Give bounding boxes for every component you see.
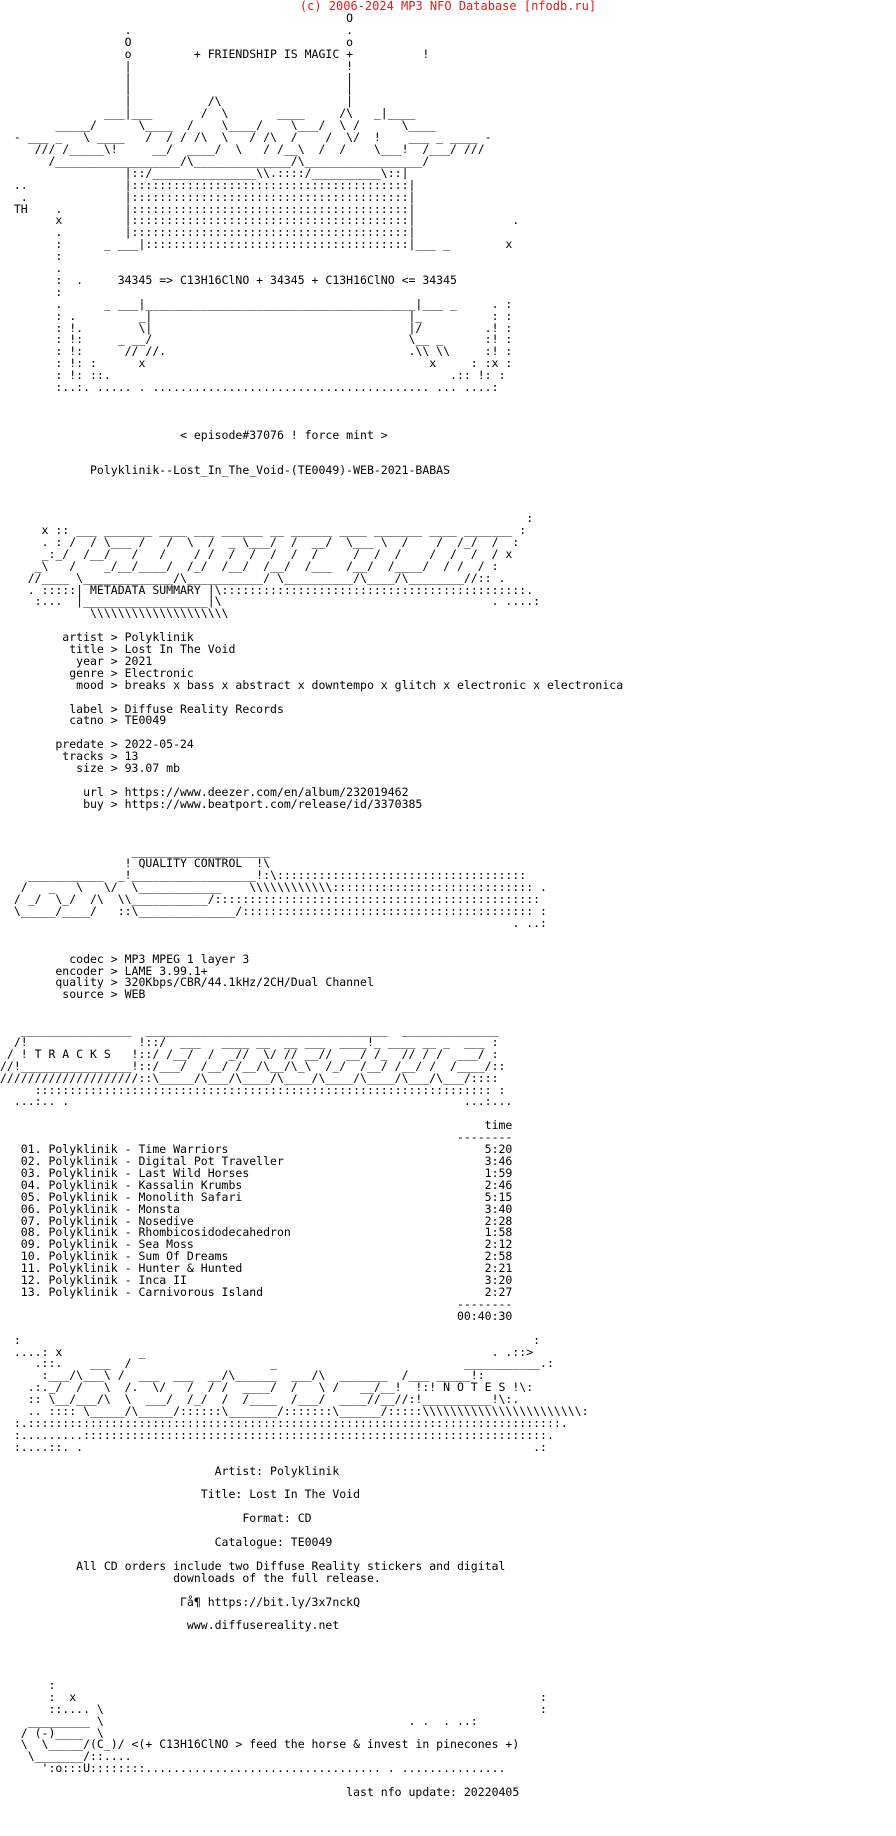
nfo-line: 01. Polyklinik - Time Warriors 5:20 (0, 1142, 513, 1157)
nfo-line: . : / / \___ / / \ / _ \___/ / __/ \___ \ / / /_/ / : (0, 534, 520, 549)
nfo-line: /! !::/ ___ ____ __ __ ___ ____!_ ____ __ _ ___ : (0, 1034, 499, 1049)
nfo-line: 00:40:30 (0, 1308, 513, 1323)
nfo-line: x :: ___ _______ ____ ___ ______ __ ______ ____ _______ ____ _______ : (0, 522, 527, 537)
nfo-line: \_______/::.... (0, 1749, 132, 1764)
nfo-line: ____________________ (0, 844, 271, 859)
nfo-line: : !: ::. .:: !: : (0, 368, 506, 383)
nfo-line: ___________ _!__________________!:\:::::::::::::::::::::::::::::::::::: (0, 868, 527, 883)
nfo-line: tracks > 13 (0, 749, 139, 764)
nfo-line: : !. \| |/ .! : (0, 320, 513, 335)
nfo-line: . _ ___|_______________________________________|___ _ . : (0, 296, 513, 311)
nfo-line: /__________________/\______________/\_________________/ (0, 153, 430, 168)
nfo-line: title > Lost In The Void (0, 642, 236, 657)
nfo-line: 08. Polyklinik - Rhombicosidodecahedron 1:58 (0, 1225, 513, 1240)
nfo-line: buy > https://www.beatport.com/release/id/3370385 (0, 796, 423, 811)
nfo-line: Artist: Polyklinik (0, 1463, 340, 1478)
nfo-line: ':o:::U::::::::.................................. . ............... (0, 1761, 506, 1776)
nfo-line: Catalogue: TE0049 (0, 1535, 333, 1549)
nfo-line: . . (0, 22, 354, 37)
nfo-line: www.diffusereality.net (0, 1618, 340, 1633)
nfo-line: _\ / _/__/____/ /_/ /__/ /__/ /___ /__/ /____/ / / / : (0, 558, 499, 573)
nfo-line: | ! (0, 58, 354, 73)
nfo-line: artist > Polyklinik (0, 630, 194, 645)
nfo-line: O o (0, 34, 354, 49)
nfo-line: 05. Polyklinik - Monolith Safari 5:15 (0, 1189, 513, 1204)
nfo-line: time (0, 1118, 513, 1133)
nfo-line: url > https://www.deezer.com/en/album/232019462 (0, 784, 409, 799)
nfo-line: source > WEB (0, 987, 146, 1002)
nfo-line: 07. Polyklinik - Nosedive 2:28 (0, 1213, 513, 1228)
nfo-line: label > Diffuse Reality Records (0, 701, 284, 716)
nfo-line: :: \__/___/\ \ ___/ /_/ / /____ /___/ ____//__//:!__________!\:. (0, 1392, 520, 1407)
nfo-line: size > 93.07 mb (0, 761, 181, 776)
nfo-line: ! QUALITY CONTROL !\ (0, 856, 271, 871)
nfo-line: ___|___ / \ ____ /\ _|____ (0, 106, 416, 121)
nfo-line: 09. Polyklinik - Sea Moss 2:12 (0, 1237, 513, 1252)
nfo-line: .:._/ / \ /. \/ / / / ____/ / \ / __/__! !:! N O T E S !\: (0, 1380, 534, 1395)
nfo-line: : (0, 249, 63, 264)
nfo-line: Polyklinik--Lost_In_The_Void-(TE0049)-WEB-2021-BABAS (0, 463, 451, 478)
nfo-line: 02. Polyklinik - Digital Pot Traveller 3:46 (0, 1154, 513, 1168)
nfo-line: downloads of the full release. (0, 1570, 381, 1585)
nfo-line: : . 34345 => C13H16ClNO + 34345 + C13H16ClNO <= 34345 (0, 272, 457, 287)
nfo-line: //!________________!::/___/ /__/ /__/\__/\_\ /_/ /__/ /__/ / /____/:: (0, 1058, 506, 1073)
nfo-line: predate > 2022-05-24 (0, 737, 194, 752)
site-header[interactable]: (c) 2006-2024 MP3 NFO Database [nfodb.ru] (299, 0, 597, 13)
nfo-line: : !: _ __/ \__ _ :! : (0, 332, 513, 347)
nfo-line: ////////////////////::\_____/\___/\____/\____/\____/\____/\___/\___/:::: (0, 1070, 499, 1085)
nfo-line: : (0, 1677, 56, 1692)
nfo-line: - ___ _ \ ____ / / / /\ \ / /\ / / \/ ! ___ _ ____ - (0, 130, 492, 145)
nfo-line: :.........:::::::::::::::::::::::::::::::::::::::::::::::::::::::::::::::::::. (0, 1427, 554, 1442)
nfo-line: codec > MP3 MPEG 1 layer 3 (0, 951, 250, 966)
nfo-line: ________________ ___________________________________ ______________ (0, 1023, 499, 1038)
nfo-line: 06. Polyklinik - Monsta 3:40 (0, 1201, 513, 1216)
nfo-line: | | (0, 70, 354, 85)
nfo-line: _:_/ /__/ / / / / / / / / / / / / / / / / x (0, 546, 513, 561)
nfo-line: _________ \ . . . ..: (0, 1713, 478, 1728)
nfo-line: / _ \ \/ \____________ \\\\\\\\\\\\::::::::::::::::::::::::::::: . (0, 880, 547, 895)
nfo-line: \_____/____/ ::\______________/:::::::::::::::::::::::::::::::::::::::::: : (0, 903, 547, 918)
nfo-line: .. :::: \_____/\_____/::::::\_______/:::::::\______/:::::\\\\\\\\\\\\\\\\\\\\\\\: (0, 1404, 589, 1419)
nfo-line: Γå¶ https://bit.ly/3x7nckQ (0, 1594, 361, 1609)
nfo-line: :....::. . .: (0, 1439, 547, 1454)
nfo-line: :::::::::::::::::::::::::::::::::::::::::::::::::::::::::::::::::: : (0, 1082, 506, 1097)
nfo-line: . ..: (0, 915, 547, 930)
nfo-line: ...:.. . ...:... (0, 1094, 513, 1109)
nfo-line: :___/\___\ / ___ ___ __/\______ ___/\ _______ /___ _____!: (0, 1368, 485, 1383)
nfo-line: 12. Polyklinik - Inca II 3:20 (0, 1273, 513, 1288)
nfo-line: o + FRIENDSHIP IS MAGIC + ! (0, 46, 430, 61)
nfo-line: : _ ___|::::::::::::::::::::::::::::::::::::::|___ _ x (0, 237, 513, 252)
nfo-line: catno > TE0049 (0, 713, 167, 728)
nfo-line: : : (0, 1332, 541, 1347)
nfo-line: / (-)____ \ (0, 1725, 104, 1740)
nfo-line: \ \_____/(C_)/ <(+ C13H16ClNO > feed the horse & invest in pinecones +) (0, 1737, 520, 1752)
nfo-line: . (0, 261, 63, 276)
nfo-line: genre > Electronic (0, 665, 194, 680)
nfo-line: / ! T R A C K S !::/ /__/ / _// \/ // __// __/ /_ // / / ___/ : (0, 1046, 499, 1061)
nfo-line: : (0, 284, 63, 299)
nfo-line: < episode#37076 ! force mint > (0, 427, 388, 442)
nfo-line: : (0, 511, 534, 526)
nfo-line: :... |__________________|\ . ....: (0, 594, 541, 609)
nfo-line: last nfo update: 20220405 (0, 1785, 520, 1800)
nfo-line: : !: : x x : :x : (0, 356, 513, 371)
nfo-line: Title: Lost In The Void (0, 1487, 361, 1502)
nfo-line: Format: CD (0, 1511, 312, 1526)
nfo-line: /// /_____\! __/ ____/ \ / /__\ / / \___! /___/ /// (0, 141, 485, 156)
nfo-line: . |::::::::::::::::::::::::::::::::::::::::| (0, 225, 416, 240)
nfo-text (0, 13, 623, 1799)
nfo-line: -------- (0, 1296, 513, 1311)
nfo-line: .::. ___ / _ ___________.: (0, 1356, 554, 1371)
nfo-line: O (0, 11, 354, 25)
nfo-line: quality > 320Kbps/CBR/44.1kHz/2CH/Dual Channel (0, 975, 374, 990)
nfo-line: : x : (0, 1689, 547, 1704)
nfo-line: \\\\\\\\\\\\\\\\\\\\ (0, 606, 229, 621)
nfo-line: | | (0, 82, 354, 97)
nfo-line: :.:::::::::::::::::::::::::::::::::::::::::::::::::::::::::::::::::::::::::::::. (0, 1415, 568, 1430)
nfo-line: . |::::::::::::::::::::::::::::::::::::::::| (0, 189, 416, 204)
nfo-line: | /\ | (0, 94, 354, 109)
nfo-line: TH . |::::::::::::::::::::::::::::::::::::::::| (0, 201, 416, 216)
nfo-line: 04. Polyklinik - Kassalin Krumbs 2:46 (0, 1177, 513, 1192)
nfo-line: 13. Polyklinik - Carnivorous Island 2:27 (0, 1284, 513, 1299)
nfo-line: 10. Polyklinik - Sum Of Dreams 2:58 (0, 1249, 513, 1264)
nfo-line: :..:. ..... . ........................................ ... ....: (0, 380, 499, 395)
nfo-line: All CD orders include two Diffuse Reality stickers and digital (0, 1558, 506, 1573)
nfo-line: / _/ \_/ /\ \\___________/::::::::::::::::::::::::::::::::::::::::::::::: (0, 892, 541, 907)
nfo-line: //____ \_____________/\___________/ \__________/\____/\________//:: . (0, 570, 506, 585)
nfo-line: ....: x _ . .::> (0, 1344, 534, 1359)
nfo-line: |::/_______________\\.::::/__________\::| (0, 165, 409, 180)
nfo-line: 03. Polyklinik - Last Wild Horses 1:59 (0, 1165, 513, 1180)
nfo-line: year > 2021 (0, 653, 153, 668)
nfo-line: -------- (0, 1130, 513, 1145)
nfo-line: . :::::| METADATA SUMMARY |\::::::::::::::::::::::::::::::::::::::::::::. (0, 582, 534, 597)
nfo-line: mood > breaks x bass x abstract x downtempo x glitch x electronic x electronica (0, 677, 624, 692)
nfo-line: .. |::::::::::::::::::::::::::::::::::::::::| (0, 177, 416, 192)
nfo-line: encoder > LAME 3.99.1+ (0, 963, 208, 978)
nfo-line: : !: // //. .\\ \\ :! : (0, 344, 513, 359)
nfo-line: x |::::::::::::::::::::::::::::::::::::::::| . (0, 213, 520, 228)
nfo-line: _____/ \____ / \____/ \___/ \ / \____ (0, 118, 437, 133)
nfo-line: : . _| |_ : : (0, 308, 513, 323)
nfo-line: 11. Polyklinik - Hunter & Hunted 2:21 (0, 1261, 513, 1276)
nfo-line: ::.... \ : (0, 1701, 547, 1716)
